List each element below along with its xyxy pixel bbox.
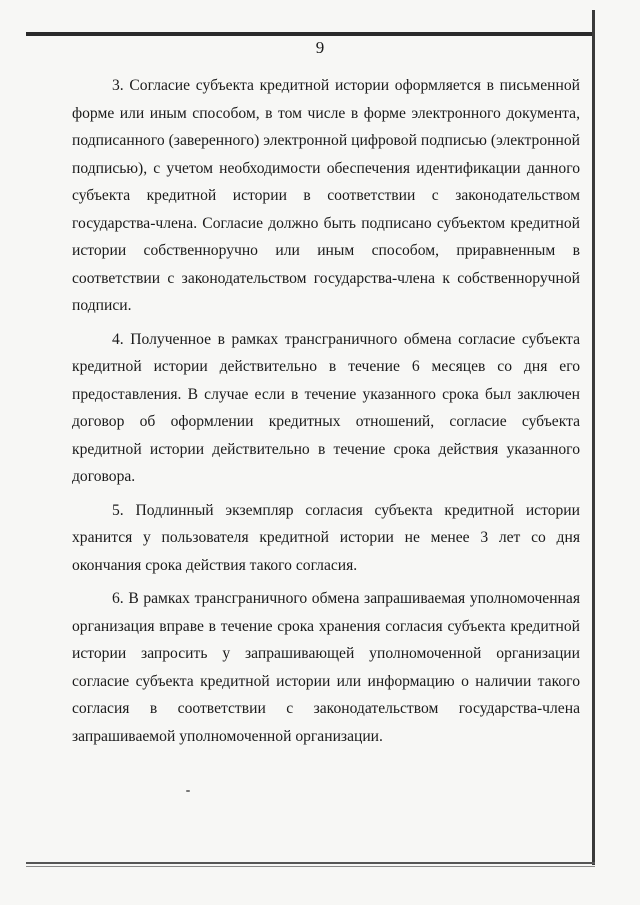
scan-border-right	[592, 10, 595, 865]
scan-border-top	[26, 32, 592, 36]
page-number: 9	[315, 38, 325, 57]
document-body	[72, 72, 580, 756]
paragraph-3: 3. Согласие субъекта кредитной истории оформляется в письменной форме или иным способом, в том числе в форме электронного документа, подписанного (заверенного) электронной цифровой подписью (электронной подписью), с учетом необходимости обеспечения идентификации данного субъекта кредитной истории в соответствии с законодательством государства-члена. Согласие должно быть подписано субъектом кредитной истории собственноручно или иным способом, приравненным в соответствии с законодательством государства-члена к собственноручной подписи.	[72, 77, 580, 314]
scan-speck	[186, 790, 190, 792]
paragraph-4: 4. Полученное в рамках трансграничного обмена согласие субъекта кредитной истории действительно в течение 6 месяцев со дня его предоставления. В случае если в течение указанного срока был заключен договор об оформлении кредитных отношений, согласие субъекта кредитной истории действительно в течение срока действия указанного договора.	[72, 330, 580, 485]
scan-border-bottom	[26, 862, 595, 864]
paragraph-6: 6. В рамках трансграничного обмена запрашиваемая уполномоченная организация вправе в течение срока хранения согласия субъекта кредитной истории запросить у запрашивающей уполномоченной организации согласие субъекта кредитной истории или информацию о наличии такого согласия в соответствии с законодательством государства-члена запрашиваемой уполномоченной организации.	[72, 590, 580, 745]
paragraph-5: 5. Подлинный экземпляр согласия субъекта кредитной истории хранится у пользователя кредитной истории не менее 3 лет со дня окончания срока действия такого согласия.	[72, 501, 580, 574]
scan-border-bottom-inner	[26, 866, 595, 867]
